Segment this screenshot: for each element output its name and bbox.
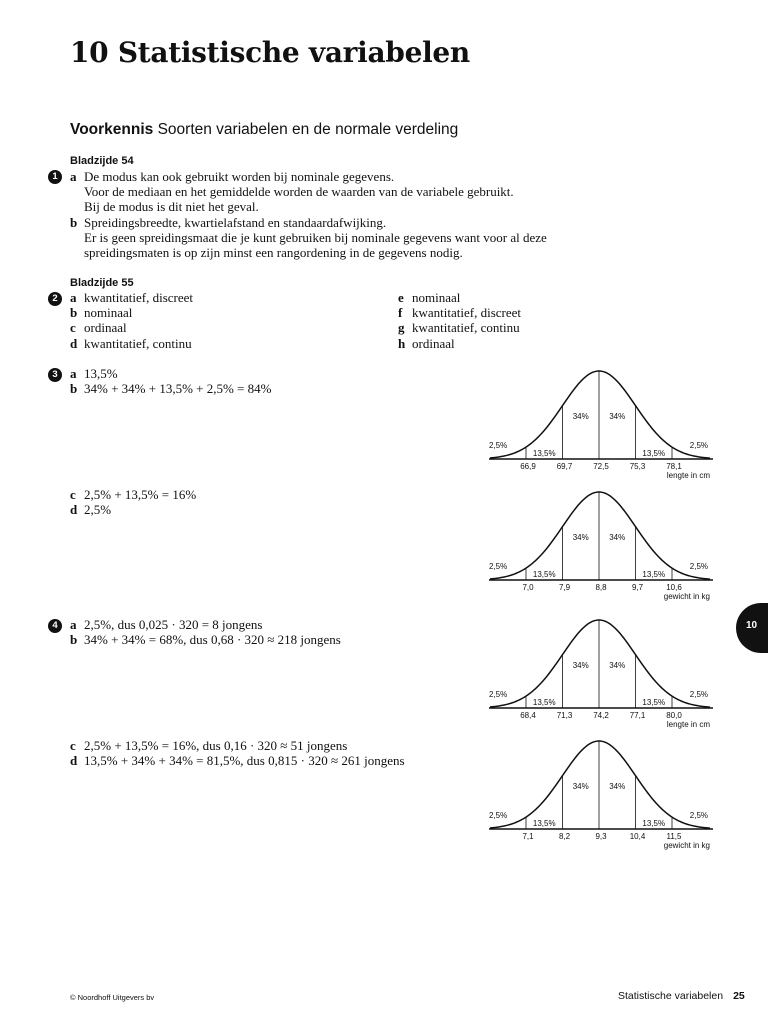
answer-3c	[70, 487, 196, 502]
region-label: 13,5%	[532, 819, 556, 828]
answer-1a-line-3: Bij de modus is dit niet het geval.	[84, 199, 259, 214]
answer-2g	[398, 320, 520, 335]
tick-label: 74,2	[593, 711, 609, 720]
question-number-badge: 2	[48, 292, 62, 306]
answer-text: 2,5%	[84, 502, 112, 517]
answer-label: e	[398, 290, 404, 305]
tick-label: 7,1	[522, 832, 534, 841]
tick-label: 8,2	[558, 832, 571, 841]
region-label: 2,5%	[489, 562, 508, 571]
density-curve	[490, 741, 710, 828]
section-subtitle: Soorten variabelen en de normale verdeling	[157, 121, 459, 138]
density-curve	[490, 371, 710, 458]
axis-label: gewicht in kg	[663, 841, 710, 850]
tick-label: 9,7	[631, 583, 644, 592]
answer-text: nominaal	[412, 290, 461, 305]
axis-label: gewicht in kg	[663, 592, 710, 601]
chapter-title: 10 Statistische variabelen	[70, 36, 470, 69]
region-label: 34%	[609, 533, 626, 542]
region-label: 13,5%	[642, 698, 666, 707]
answer-2a	[70, 290, 193, 305]
answer-label: d	[70, 753, 78, 768]
region-label: 13,5%	[642, 570, 666, 579]
answer-text: kwantitatief, discreet	[84, 290, 194, 305]
region-label: 2,5%	[489, 690, 508, 699]
answer-2d	[70, 336, 192, 351]
answer-label: b	[70, 305, 78, 320]
answer-1a-line-2: Voor de mediaan en het gemiddelde worden de waarden van de variabele gebruikt.	[84, 184, 514, 199]
answer-text: 2,5% + 13,5% = 16%	[84, 487, 197, 502]
region-label: 2,5%	[489, 441, 508, 450]
normal-curve-4	[488, 738, 716, 850]
axis-label: lengte in cm	[666, 471, 710, 480]
density-curve	[490, 492, 710, 579]
tick-label: 66,9	[520, 462, 536, 471]
page-number: 25	[733, 990, 745, 1002]
density-curve	[490, 620, 710, 707]
answer-text: kwantitatief, continu	[412, 320, 520, 335]
answer-4b	[70, 632, 341, 647]
answer-label: c	[70, 487, 76, 502]
answer-label: h	[398, 336, 406, 351]
axis-label: lengte in cm	[666, 720, 710, 729]
region-label: 34%	[572, 782, 589, 791]
answer-label: a	[70, 169, 77, 184]
answer-label: a	[70, 617, 77, 632]
region-label: 13,5%	[642, 449, 666, 458]
section-heading: Voorkennis	[70, 121, 154, 138]
answer-1b-line-3: spreidingsmaten is op zijn minst een rangordening in de gegevens nodig.	[84, 245, 463, 260]
region-label: 2,5%	[689, 811, 708, 820]
answer-1a-line-1	[70, 169, 394, 184]
region-label: 34%	[609, 412, 626, 421]
tick-label: 71,3	[556, 711, 573, 720]
question-number-badge: 3	[48, 368, 62, 382]
answer-4a	[70, 617, 263, 632]
chapter-tab	[736, 603, 768, 653]
normal-curve-2	[488, 489, 716, 601]
region-label: 13,5%	[642, 819, 666, 828]
region-label: 34%	[609, 782, 626, 791]
answer-text: Spreidingsbreedte, kwartielafstand en standaardafwijking.	[84, 215, 387, 230]
tick-label: 72,5	[593, 462, 609, 471]
answer-1b-line-1	[70, 215, 386, 230]
question-number-badge: 4	[48, 619, 62, 633]
tick-label: 68,4	[520, 711, 536, 720]
answer-1b-line-2: Er is geen spreidingsmaat die je kunt gebruiken bij nominale gegevens want voor al deze	[84, 230, 547, 245]
answer-label: c	[70, 738, 76, 753]
tick-label: 8,8	[595, 583, 607, 592]
answer-4c	[70, 738, 347, 753]
section-title	[70, 121, 458, 139]
answer-label: d	[70, 336, 78, 351]
answer-label: g	[398, 320, 405, 335]
answer-text: 13,5% + 34% + 34% = 81,5%, dus 0,815 · 320 ≈ 261 jongens	[84, 753, 405, 768]
region-label: 34%	[572, 661, 589, 670]
question-number-badge: 1	[48, 170, 62, 184]
answer-label: f	[398, 305, 403, 320]
answer-label: b	[70, 632, 78, 647]
region-label: 34%	[572, 412, 589, 421]
answer-2e	[398, 290, 460, 305]
tick-label: 80,0	[666, 711, 682, 720]
answer-text: nominaal	[84, 305, 133, 320]
tick-label: 77,1	[629, 711, 646, 720]
answer-text: 2,5%, dus 0,025 · 320 = 8 jongens	[84, 617, 263, 632]
region-label: 2,5%	[689, 562, 708, 571]
page-reference: Bladzijde 54	[70, 155, 134, 167]
answer-3d	[70, 502, 111, 517]
answer-2c	[70, 320, 127, 335]
answer-label: a	[70, 366, 77, 381]
tick-label: 69,7	[556, 462, 573, 471]
region-label: 13,5%	[532, 698, 556, 707]
answer-3a	[70, 366, 118, 381]
normal-curve-3	[488, 617, 716, 729]
answer-3b	[70, 381, 271, 396]
answer-4d	[70, 753, 405, 768]
footer-page-info	[618, 990, 745, 1002]
chapter-tab-label: 10	[746, 620, 758, 631]
region-label: 13,5%	[532, 449, 556, 458]
answer-label: b	[70, 215, 78, 230]
answer-text: 2,5% + 13,5% = 16%, dus 0,16 · 320 ≈ 51 jongens	[84, 738, 348, 753]
answer-text: 34% + 34% = 68%, dus 0,68 · 320 ≈ 218 jongens	[84, 632, 341, 647]
tick-label: 75,3	[629, 462, 646, 471]
answer-label: a	[70, 290, 77, 305]
normal-curve-1	[488, 368, 716, 480]
page-reference: Bladzijde 55	[70, 277, 134, 289]
region-label: 2,5%	[489, 811, 508, 820]
tick-label: 9,3	[595, 832, 607, 841]
tick-label: 10,6	[666, 583, 682, 592]
answer-2f	[398, 305, 521, 320]
answer-2h	[398, 336, 455, 351]
region-label: 2,5%	[689, 690, 708, 699]
tick-label: 78,1	[666, 462, 682, 471]
footer-section-title: Statistische variabelen	[618, 990, 724, 1002]
answer-text: 13,5%	[84, 366, 118, 381]
answer-text: ordinaal	[412, 336, 455, 351]
answer-text: kwantitatief, continu	[84, 336, 192, 351]
answer-2b	[70, 305, 132, 320]
footer-copyright: © Noordhoff Uitgevers bv	[70, 993, 155, 1002]
tick-label: 7,0	[522, 583, 534, 592]
region-label: 34%	[609, 661, 626, 670]
answer-label: c	[70, 320, 76, 335]
region-label: 13,5%	[532, 570, 556, 579]
answer-label: d	[70, 502, 78, 517]
answer-text: 34% + 34% + 13,5% + 2,5% = 84%	[84, 381, 272, 396]
region-label: 2,5%	[689, 441, 708, 450]
tick-label: 7,9	[558, 583, 571, 592]
answer-label: b	[70, 381, 78, 396]
answer-text: De modus kan ook gebruikt worden bij nominale gegevens.	[84, 169, 395, 184]
tick-label: 11,5	[666, 832, 682, 841]
answer-text: kwantitatief, discreet	[412, 305, 522, 320]
answer-text: ordinaal	[84, 320, 127, 335]
region-label: 34%	[572, 533, 589, 542]
tick-label: 10,4	[629, 832, 646, 841]
